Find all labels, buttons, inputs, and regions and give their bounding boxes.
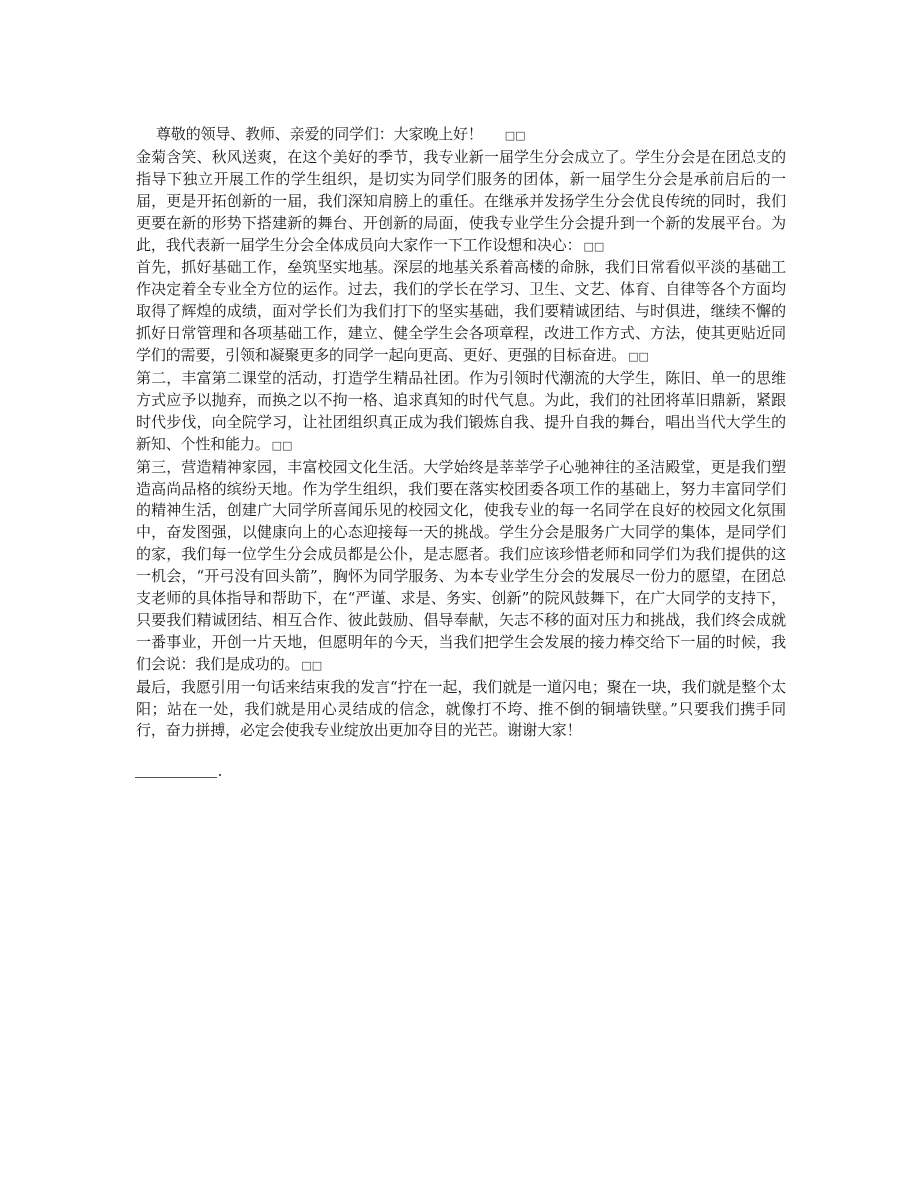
footnote-dot bbox=[219, 774, 221, 776]
paragraph-mark-icon bbox=[272, 435, 293, 457]
speech-body bbox=[136, 124, 786, 742]
paragraph-mark-icon bbox=[301, 655, 322, 677]
third-point-paragraph bbox=[136, 457, 786, 677]
second-point-paragraph bbox=[136, 368, 786, 457]
closing-paragraph bbox=[136, 677, 786, 743]
greeting-paragraph bbox=[136, 124, 786, 147]
greeting-text: 尊敬的领导、教师、亲爱的同学们：大家晚上好！ bbox=[156, 125, 483, 143]
closing-text: 最后，我愿引用一句话来结束我的发言“拧在一起，我们就是一道闪电；聚在一块，我们就是整个太阳；站在一处，我们就是用心灵结成的信念，就像打不垮、推不倒的铜墙铁壁。”只要我们携手同行，奋力拼搏，必定会使我专业绽放出更加夺目的光芒。谢谢大家！ bbox=[136, 677, 786, 740]
paragraph-mark-icon bbox=[584, 236, 605, 258]
intro-text: 金菊含笑、秋风送爽，在这个美好的季节，我专业新一届学生分会成立了。学生分会是在团总支的指导下独立开展工作的学生组织，是切实为同学们服务的团体，新一届学生分会是承前启后的一届，更是开拓创新的一届，我们深知肩膀上的重任。在继承并发扬学生分会优良传统的同时，我们更要在新的形势下搭建新的舞台、开创新的局面，使我专业学生分会提升到一个新的发展平台。为此，我代表新一届学生分会全体成员向大家作一下工作设想和决心： bbox=[136, 147, 786, 254]
footnote-divider bbox=[135, 777, 217, 778]
first-point-text: 首先，抓好基础工作，垒筑坚实地基。深层的地基关系着高楼的命脉，我们日常看似平淡的基础工作决定着全专业全方位的运作。过去，我们的学长在学习、卫生、文艺、体育、自律等各个方面均取得了辉煌的成绩，面对学长们为我们打下的坚实基础，我们要精诚团结、与时俱进，继续不懈的抓好日常管理和各项基础工作，建立、健全学生会各项章程，改进工作方式、方法，使其更贴近同学们的需要，引领和凝聚更多的同学一起向更高、更好、更强的目标奋进。 bbox=[136, 258, 786, 365]
third-point-text: 第三，营造精神家园，丰富校园文化生活。大学始终是莘莘学子心驰神往的圣洁殿堂，更是我们塑造高尚品格的缤纷天地。作为学生组织，我们要在落实校团委各项工作的基础上，努力丰富同学们的精神生活，创建广大同学所喜闻乐见的校园文化，使我专业的每一名同学在良好的校园文化氛围中，奋发图强，以健康向上的心态迎接每一天的挑战。学生分会是服务广大同学的集体，是同学们的家，我们每一位学生分会成员都是公仆，是志愿者。我们应该珍惜老师和同学们为我们提供的这一机会，“开弓没有回头箭”，胸怀为同学服务、为本专业学生分会的发展尽一份力的愿望，在团总支老师的具体指导和帮助下，在“严谨、求是、务实、创新”的院风鼓舞下，在广大同学的支持下，只要我们精诚团结、相互合作、彼此鼓励、倡导奉献，矢志不移的面对压力和挑战，我们终会成就一番事业，开创一片天地，但愿明年的今天，当我们把学生会发展的接力棒交给下一届的时候，我们会说：我们是成功的。 bbox=[136, 457, 786, 673]
first-point-paragraph bbox=[136, 257, 786, 368]
second-point-text: 第二，丰富第二课堂的活动，打造学生精品社团。作为引领时代潮流的大学生，陈旧、单一的思维方式应予以抛弃，而换之以不拘一格、追求真知的时代气息。为此，我们的社团将革旧鼎新，紧跟时代步伐，向全院学习，让社团组织真正成为我们锻炼自我、提升自我的舞台，唱出当代大学生的新知、个性和能力。 bbox=[136, 368, 786, 453]
paragraph-mark-icon bbox=[485, 125, 526, 147]
paragraph-mark-icon bbox=[628, 346, 649, 368]
intro-paragraph bbox=[136, 147, 786, 258]
